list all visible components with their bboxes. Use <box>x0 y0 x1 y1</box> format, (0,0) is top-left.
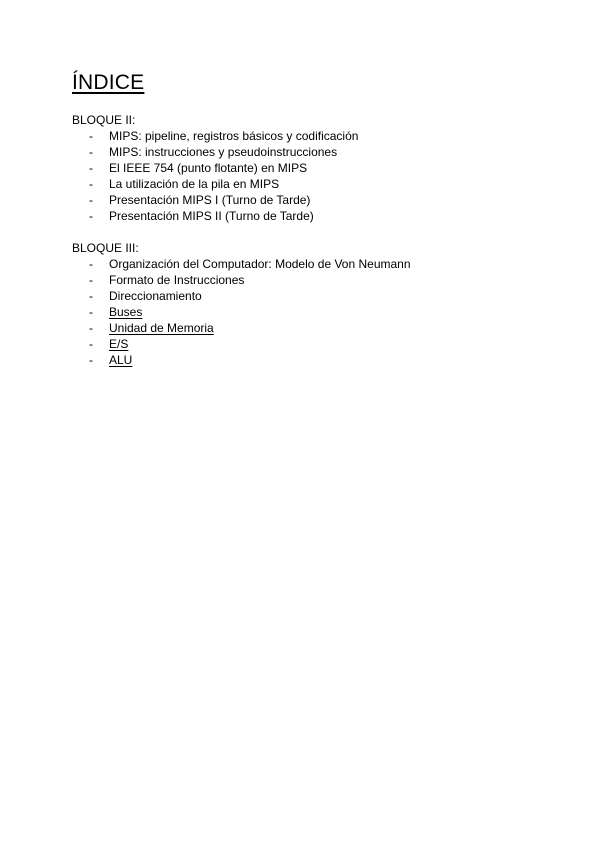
toc-item <box>72 320 552 336</box>
section-bloque-iii <box>72 240 552 368</box>
toc-item <box>72 352 552 368</box>
toc-link-es[interactable]: E/S <box>109 337 129 351</box>
toc-item-label: MIPS: instrucciones y pseudoinstrucciones <box>109 145 338 159</box>
bullet-dash: - <box>89 305 93 319</box>
bullet-dash: - <box>89 273 93 287</box>
toc-item <box>72 288 552 304</box>
bullet-dash: - <box>89 145 93 159</box>
toc-item <box>72 144 552 160</box>
toc-link-alu[interactable]: ALU <box>109 353 133 367</box>
toc-item-label: Direccionamiento <box>109 289 202 303</box>
toc-item-label: Formato de Instrucciones <box>109 273 245 287</box>
toc-link-buses[interactable]: Buses <box>109 305 143 319</box>
toc-item-label: MIPS: pipeline, registros básicos y codificación <box>109 129 359 143</box>
bullet-dash: - <box>89 209 93 223</box>
toc-item-label: La utilización de la pila en MIPS <box>109 177 280 191</box>
toc-list <box>72 128 552 224</box>
bullet-dash: - <box>89 257 93 271</box>
section-heading: BLOQUE II: <box>72 113 136 127</box>
bullet-dash: - <box>89 289 93 303</box>
bullet-dash: - <box>89 337 93 351</box>
toc-item <box>72 304 552 320</box>
toc-item <box>72 272 552 288</box>
toc-item-label: Presentación MIPS II (Turno de Tarde) <box>109 209 314 223</box>
section-bloque-ii <box>72 112 552 224</box>
toc-item <box>72 176 552 192</box>
section-heading: BLOQUE III: <box>72 241 139 255</box>
toc-item <box>72 192 552 208</box>
bullet-dash: - <box>89 161 93 175</box>
toc-item <box>72 256 552 272</box>
toc-item-label: Organización del Computador: Modelo de Von Neumann <box>109 257 411 271</box>
bullet-dash: - <box>89 321 93 335</box>
toc-item-label: Presentación MIPS I (Turno de Tarde) <box>109 193 311 207</box>
bullet-dash: - <box>89 129 93 143</box>
bullet-dash: - <box>89 193 93 207</box>
toc-item-label: El IEEE 754 (punto flotante) en MIPS <box>109 161 308 175</box>
toc-link-unidad-de-memoria[interactable]: Unidad de Memoria <box>109 321 214 335</box>
toc-item <box>72 336 552 352</box>
toc-item <box>72 208 552 224</box>
bullet-dash: - <box>89 353 93 367</box>
toc-item <box>72 128 552 144</box>
bullet-dash: - <box>89 177 93 191</box>
page-title: ÍNDICE <box>72 71 145 94</box>
toc-item <box>72 160 552 176</box>
toc-list <box>72 256 552 368</box>
